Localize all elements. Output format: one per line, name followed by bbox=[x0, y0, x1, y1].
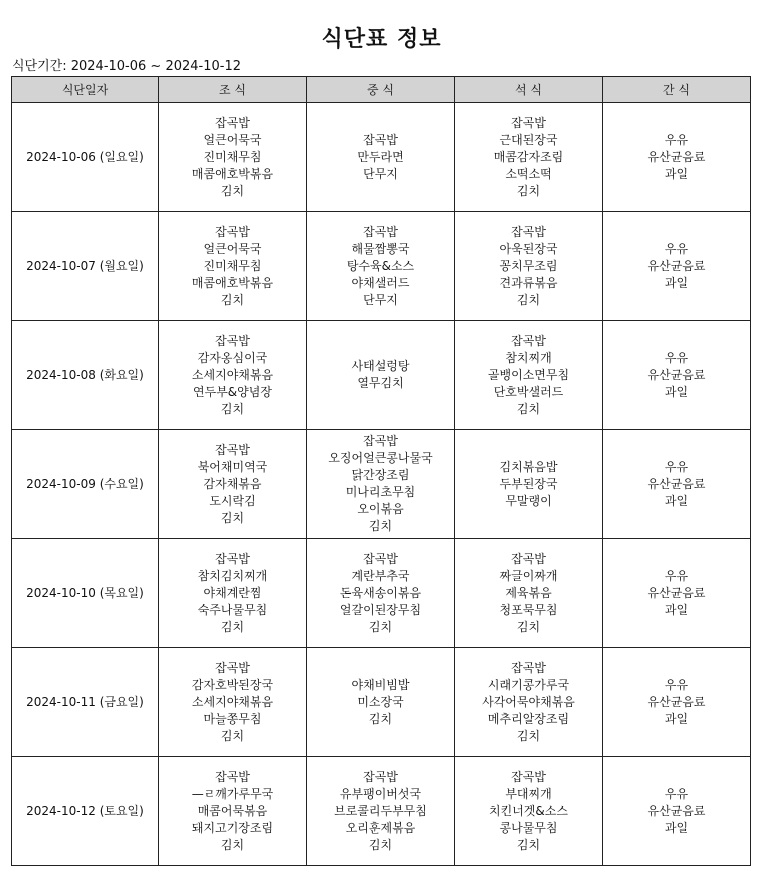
menu-item: 잡곡밥 bbox=[215, 115, 250, 130]
menu-item: 오이볶음 bbox=[357, 502, 404, 516]
lunch-cell bbox=[307, 430, 455, 539]
menu-item: 오리훈제볶음 bbox=[345, 820, 416, 835]
menu-item: 얼큰어묵국 bbox=[203, 132, 262, 147]
menu-item: 감자옹심이국 bbox=[197, 350, 268, 365]
menu-item: 소떡소떡 bbox=[505, 166, 552, 181]
menu-item: 근대된장국 bbox=[499, 132, 558, 147]
table-row bbox=[12, 321, 751, 430]
date-cell: 2024-10-07 (월요일) bbox=[12, 212, 159, 321]
menu-item: 과일 bbox=[664, 166, 689, 181]
menu-item: 김치 bbox=[368, 619, 393, 634]
menu-item: 우유 bbox=[664, 241, 689, 256]
table-row bbox=[12, 103, 751, 212]
page-title: 식단표 정보 bbox=[321, 27, 442, 52]
snack-cell bbox=[603, 103, 751, 212]
menu-item: 단무지 bbox=[363, 166, 398, 181]
menu-item: 잡곡밥 bbox=[511, 115, 546, 130]
menu-item: 우유 bbox=[664, 786, 689, 801]
dinner-cell bbox=[455, 103, 603, 212]
menu-item: 잡곡밥 bbox=[215, 333, 250, 348]
breakfast-cell bbox=[159, 539, 307, 648]
header-row bbox=[12, 77, 751, 103]
lunch-cell bbox=[307, 212, 455, 321]
menu-item: —ㄹ깨가루무국 bbox=[191, 786, 274, 801]
lunch-cell bbox=[307, 648, 455, 757]
table-row bbox=[12, 648, 751, 757]
breakfast-cell bbox=[159, 103, 307, 212]
menu-item: 우유 bbox=[664, 132, 689, 147]
lunch-cell bbox=[307, 757, 455, 866]
menu-item: 김치 bbox=[220, 401, 245, 416]
meal-table bbox=[11, 76, 751, 866]
menu-item: 무말랭이 bbox=[505, 493, 552, 508]
menu-item: 김치 bbox=[220, 510, 245, 525]
menu-item: 얼갈이된장무침 bbox=[339, 602, 422, 617]
menu-item: 김치 bbox=[368, 837, 393, 852]
header-breakfast: 조 식 bbox=[159, 77, 307, 103]
menu-item: 잡곡밥 bbox=[511, 551, 546, 566]
menu-item: 과일 bbox=[664, 275, 689, 290]
menu-item: 마늘쫑무침 bbox=[203, 711, 262, 726]
menu-item: 과일 bbox=[664, 820, 689, 835]
menu-item: 감자채볶음 bbox=[203, 476, 262, 491]
date-cell: 2024-10-12 (토요일) bbox=[12, 757, 159, 866]
menu-item: 우유 bbox=[664, 677, 689, 692]
menu-item: 매콤애호박볶음 bbox=[191, 166, 274, 181]
menu-item: 잡곡밥 bbox=[215, 442, 250, 457]
menu-item: 열무김치 bbox=[357, 376, 404, 390]
menu-item: 김치 bbox=[516, 292, 541, 307]
menu-item: 소세지야채볶음 bbox=[191, 367, 274, 382]
menu-item: 참치찌개 bbox=[505, 350, 552, 365]
menu-item: 김치 bbox=[368, 711, 393, 726]
menu-item: 과일 bbox=[664, 711, 689, 726]
menu-item: 치킨너겟&소스 bbox=[489, 803, 568, 818]
menu-item: 김치 bbox=[220, 183, 245, 198]
dinner-cell bbox=[455, 430, 603, 539]
menu-item: 잡곡밥 bbox=[511, 769, 546, 784]
breakfast-cell bbox=[159, 321, 307, 430]
menu-item: 해물짬뽕국 bbox=[351, 241, 410, 256]
menu-item: 김치 bbox=[516, 401, 541, 416]
menu-item: 김치 bbox=[220, 728, 245, 743]
menu-item: 잡곡밥 bbox=[363, 769, 398, 784]
dinner-cell bbox=[455, 648, 603, 757]
menu-item: 유산균음료 bbox=[647, 367, 706, 382]
menu-item: 아욱된장국 bbox=[499, 241, 558, 256]
menu-item: 청포묵무침 bbox=[499, 602, 558, 617]
table-row bbox=[12, 212, 751, 321]
menu-item: 김치 bbox=[220, 837, 245, 852]
menu-item: 유산균음료 bbox=[647, 258, 706, 273]
snack-cell bbox=[603, 430, 751, 539]
menu-item: 김치 bbox=[368, 519, 393, 533]
menu-item: 시래기콩가루국 bbox=[487, 677, 570, 692]
date-cell: 2024-10-08 (화요일) bbox=[12, 321, 159, 430]
snack-cell bbox=[603, 321, 751, 430]
menu-item: 소세지야채볶음 bbox=[191, 694, 274, 709]
menu-item: 미소장국 bbox=[357, 694, 404, 709]
menu-item: 만두라면 bbox=[357, 149, 404, 164]
menu-item: 닭간장조림 bbox=[351, 468, 410, 482]
menu-item: 우유 bbox=[664, 459, 689, 474]
menu-item: 김치 bbox=[516, 728, 541, 743]
snack-cell bbox=[603, 648, 751, 757]
menu-item: 잡곡밥 bbox=[215, 660, 250, 675]
lunch-cell bbox=[307, 103, 455, 212]
dinner-cell bbox=[455, 321, 603, 430]
menu-item: 브로콜리두부무침 bbox=[334, 803, 427, 818]
menu-item: 잡곡밥 bbox=[511, 224, 546, 239]
table-row bbox=[12, 757, 751, 866]
menu-item: 짜글이짜개 bbox=[499, 568, 558, 583]
menu-item: 돼지고기장조림 bbox=[191, 820, 274, 835]
menu-item: 감자호박된장국 bbox=[191, 677, 274, 692]
menu-item: 얼큰어묵국 bbox=[203, 241, 262, 256]
menu-item: 사각어묵야채볶음 bbox=[482, 694, 575, 709]
menu-item: 사태설렁탕 bbox=[351, 359, 410, 373]
menu-item: 김치 bbox=[516, 837, 541, 852]
menu-item: 미나리초무침 bbox=[345, 485, 416, 499]
menu-item: 잡곡밥 bbox=[215, 769, 250, 784]
dinner-cell bbox=[455, 212, 603, 321]
meal-table-body bbox=[12, 103, 751, 866]
menu-item: 돈육새송이볶음 bbox=[339, 585, 422, 600]
menu-item: 탕수육&소스 bbox=[346, 258, 415, 273]
header-dinner: 석 식 bbox=[455, 77, 603, 103]
menu-item: 단무지 bbox=[363, 292, 398, 307]
menu-item: 콩나물무침 bbox=[499, 820, 558, 835]
menu-item: 김치볶음밥 bbox=[499, 459, 558, 474]
snack-cell bbox=[603, 757, 751, 866]
snack-cell bbox=[603, 212, 751, 321]
snack-cell bbox=[603, 539, 751, 648]
menu-item: 유산균음료 bbox=[647, 694, 706, 709]
menu-item: 잡곡밥 bbox=[363, 551, 398, 566]
menu-item: 두부된장국 bbox=[499, 476, 558, 491]
breakfast-cell bbox=[159, 757, 307, 866]
menu-item: 매콤어묵볶음 bbox=[197, 803, 268, 818]
lunch-cell bbox=[307, 321, 455, 430]
menu-item: 유산균음료 bbox=[647, 149, 706, 164]
menu-item: 골뱅이소면무침 bbox=[487, 367, 570, 382]
breakfast-cell bbox=[159, 430, 307, 539]
menu-item: 꽁치무조림 bbox=[499, 258, 558, 273]
menu-item: 유부팽이버섯국 bbox=[339, 786, 422, 801]
menu-item: 제육볶음 bbox=[505, 585, 552, 600]
menu-item: 김치 bbox=[220, 619, 245, 634]
menu-item: 잡곡밥 bbox=[215, 551, 250, 566]
breakfast-cell bbox=[159, 648, 307, 757]
menu-item: 잡곡밥 bbox=[363, 132, 398, 147]
menu-item: 과일 bbox=[664, 493, 689, 508]
menu-item: 오징어얼큰콩나물국 bbox=[328, 451, 433, 465]
menu-item: 잡곡밥 bbox=[363, 434, 398, 448]
menu-item: 연두부&양념장 bbox=[193, 384, 272, 399]
menu-item: 매콤감자조림 bbox=[493, 149, 564, 164]
menu-item: 부대찌개 bbox=[505, 786, 552, 801]
menu-item: 과일 bbox=[664, 602, 689, 617]
menu-item: 유산균음료 bbox=[647, 476, 706, 491]
menu-item: 야채샐러드 bbox=[351, 275, 410, 290]
menu-item: 야채비빔밥 bbox=[351, 677, 410, 692]
meal-period: 식단기간: 2024-10-06 ~ 2024-10-12 bbox=[12, 59, 242, 74]
menu-item: 김치 bbox=[516, 619, 541, 634]
menu-item: 유산균음료 bbox=[647, 803, 706, 818]
menu-item: 견과류볶음 bbox=[499, 275, 558, 290]
menu-item: 과일 bbox=[664, 384, 689, 399]
menu-item: 잡곡밥 bbox=[511, 333, 546, 348]
dinner-cell bbox=[455, 757, 603, 866]
menu-item: 메추리알장조림 bbox=[487, 711, 570, 726]
menu-item: 매콤애호박볶음 bbox=[191, 275, 274, 290]
header-date: 식단일자 bbox=[12, 77, 159, 103]
header-snack: 간 식 bbox=[603, 77, 751, 103]
menu-item: 참치김치찌개 bbox=[197, 568, 268, 583]
menu-item: 북어채미역국 bbox=[197, 459, 268, 474]
menu-item: 잡곡밥 bbox=[215, 224, 250, 239]
table-row bbox=[12, 430, 751, 539]
menu-item: 도시락김 bbox=[209, 493, 256, 508]
lunch-cell bbox=[307, 539, 455, 648]
menu-item: 우유 bbox=[664, 350, 689, 365]
date-cell: 2024-10-11 (금요일) bbox=[12, 648, 159, 757]
menu-item: 김치 bbox=[220, 292, 245, 307]
dinner-cell bbox=[455, 539, 603, 648]
menu-item: 유산균음료 bbox=[647, 585, 706, 600]
menu-item: 잡곡밥 bbox=[511, 660, 546, 675]
date-cell: 2024-10-10 (목요일) bbox=[12, 539, 159, 648]
table-row bbox=[12, 539, 751, 648]
header-lunch: 중 식 bbox=[307, 77, 455, 103]
date-cell: 2024-10-09 (수요일) bbox=[12, 430, 159, 539]
breakfast-cell bbox=[159, 212, 307, 321]
menu-item: 우유 bbox=[664, 568, 689, 583]
menu-item: 진미채무침 bbox=[203, 258, 262, 273]
menu-item: 숙주나물무침 bbox=[197, 602, 268, 617]
menu-item: 잡곡밥 bbox=[363, 224, 398, 239]
menu-item: 계란부추국 bbox=[351, 568, 410, 583]
date-cell: 2024-10-06 (일요일) bbox=[12, 103, 159, 212]
menu-item: 김치 bbox=[516, 183, 541, 198]
menu-item: 야채계란찜 bbox=[203, 585, 262, 600]
menu-item: 단호박샐러드 bbox=[493, 384, 564, 399]
menu-item: 진미채무침 bbox=[203, 149, 262, 164]
